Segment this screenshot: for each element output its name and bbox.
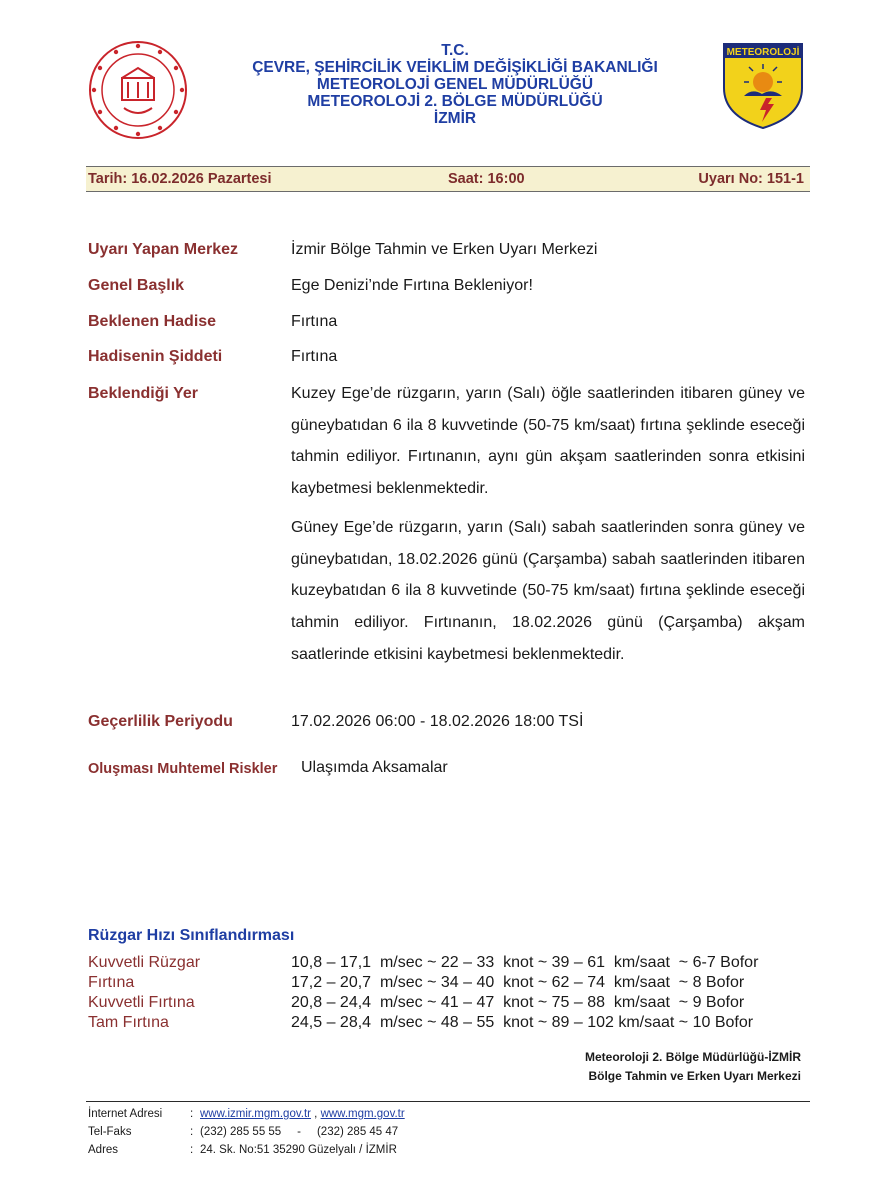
footer-colon: : <box>190 1108 194 1120</box>
wind-class-spec: 17,2 – 20,7 m/sec ~ 34 – 40 knot ~ 62 – 74 km/saat ~ 8 Bofor <box>291 974 745 991</box>
place-paragraph-north: Kuzey Ege’de rüzgarın, yarın (Salı) öğle saatlerinden itibaren güney ve güneybatıdan 6 ila 8 kuvvetinde (50-75 km/saat) fırtına şeklinde eseceği tahmin ediliyor. Fırtınanın, aynı gün akşam saatlerinden sonra etkisini kaybetmesi beklenmektedir. <box>291 385 805 498</box>
signature-center: Bölge Tahmin ve Erken Uyarı Merkezi <box>588 1069 801 1083</box>
header-ministry: ÇEVRE, ŞEHİRCİLİK VEİKLİM DEĞİŞİKLİĞİ BAKANLIĞI <box>252 59 658 76</box>
risk-label: Oluşması Muhtemel Riskler <box>88 761 278 777</box>
warning-number: Uyarı No: 151-1 <box>698 171 804 187</box>
website-link-izmir[interactable]: www.izmir.mgm.gov.tr <box>200 1108 311 1120</box>
event-value: Fırtına <box>291 313 338 330</box>
center-value: İzmir Bölge Tahmin ve Erken Uyarı Merkezi <box>291 241 598 258</box>
signature-office: Meteoroloji 2. Bölge Müdürlüğü-İZMİR <box>585 1050 801 1064</box>
wind-class-name: Tam Fırtına <box>88 1014 169 1031</box>
title-value: Ege Denizi’nde Fırtına Bekleniyor! <box>291 277 533 294</box>
header-region: METEOROLOJİ 2. BÖLGE MÜDÜRLÜĞÜ <box>307 93 603 110</box>
wind-class-spec: 10,8 – 17,1 m/sec ~ 22 – 33 knot ~ 39 – 61 km/saat ~ 6-7 Bofor <box>291 954 759 971</box>
footer-tel-value: (232) 285 55 55 - (232) 285 45 47 <box>200 1126 399 1138</box>
info-bar <box>86 166 810 192</box>
center-label: Uyarı Yapan Merkez <box>88 241 239 258</box>
ministry-emblem <box>86 38 190 142</box>
wind-class-spec: 24,5 – 28,4 m/sec ~ 48 – 55 knot ~ 89 – 102 km/saat ~ 10 Bofor <box>291 1014 754 1031</box>
wind-class-name: Kuvvetli Fırtına <box>88 994 195 1011</box>
footer-colon: : <box>190 1126 194 1138</box>
severity-value: Fırtına <box>291 348 338 365</box>
validity-label: Geçerlilik Periyodu <box>88 713 233 730</box>
wind-class-name: Fırtına <box>88 974 135 991</box>
validity-value: 17.02.2026 06:00 - 18.02.2026 18:00 TSİ <box>291 713 584 730</box>
logo-text: METEOROLOJİ <box>726 47 800 58</box>
header-city: İZMİR <box>433 110 477 127</box>
footer-address-value: 24. Sk. No:51 35290 Güzelyalı / İZMİR <box>200 1144 397 1156</box>
event-label: Beklenen Hadise <box>88 313 217 330</box>
footer-address-label: Adres <box>88 1144 119 1156</box>
header-tc: T.C. <box>441 42 469 59</box>
wind-classification-title: Rüzgar Hızı Sınıflandırması <box>88 927 295 944</box>
title-label: Genel Başlık <box>88 277 185 294</box>
link-separator: , <box>310 1108 321 1120</box>
header-directorate: METEOROLOJİ GENEL MÜDÜRLÜĞÜ <box>316 76 594 93</box>
wind-class-spec: 20,8 – 24,4 m/sec ~ 41 – 47 knot ~ 75 – 88 km/saat ~ 9 Bofor <box>291 994 745 1011</box>
issue-time: Saat: 16:00 <box>448 171 525 187</box>
meteorology-logo <box>722 42 804 130</box>
issue-date: Tarih: 16.02.2026 Pazartesi <box>88 171 272 187</box>
document-header <box>200 42 710 127</box>
footer-internet-label: İnternet Adresi <box>88 1108 163 1120</box>
place-label: Beklendiği Yer <box>88 385 198 402</box>
place-paragraph-south: Güney Ege’de rüzgarın, yarın (Salı) sabah saatlerinden sonra güney ve güneybatıdan, 18.02.2026 günü (Çarşamba) sabah saatlerinden itibaren kuzeybatıdan 6 ila 8 kuvvetinde (50-75 km/saat) fırtına şeklinde eseceği tahmin ediliyor. Fırtınanın, 18.02.2026 günü (Çarşamba) akşam saatlerinde etkisini kaybetmesi beklenmektedir. <box>291 519 805 663</box>
severity-label: Hadisenin Şiddeti <box>88 348 223 365</box>
risk-value: Ulaşımda Aksamalar <box>301 759 448 776</box>
footer-tel-label: Tel-Faks <box>88 1126 132 1138</box>
footer-colon: : <box>190 1144 194 1156</box>
website-link-mgm[interactable]: www.mgm.gov.tr <box>320 1108 405 1120</box>
wind-class-name: Kuvvetli Rüzgar <box>88 954 201 971</box>
footer-divider <box>86 1101 810 1102</box>
footer-internet-value <box>200 1108 405 1120</box>
